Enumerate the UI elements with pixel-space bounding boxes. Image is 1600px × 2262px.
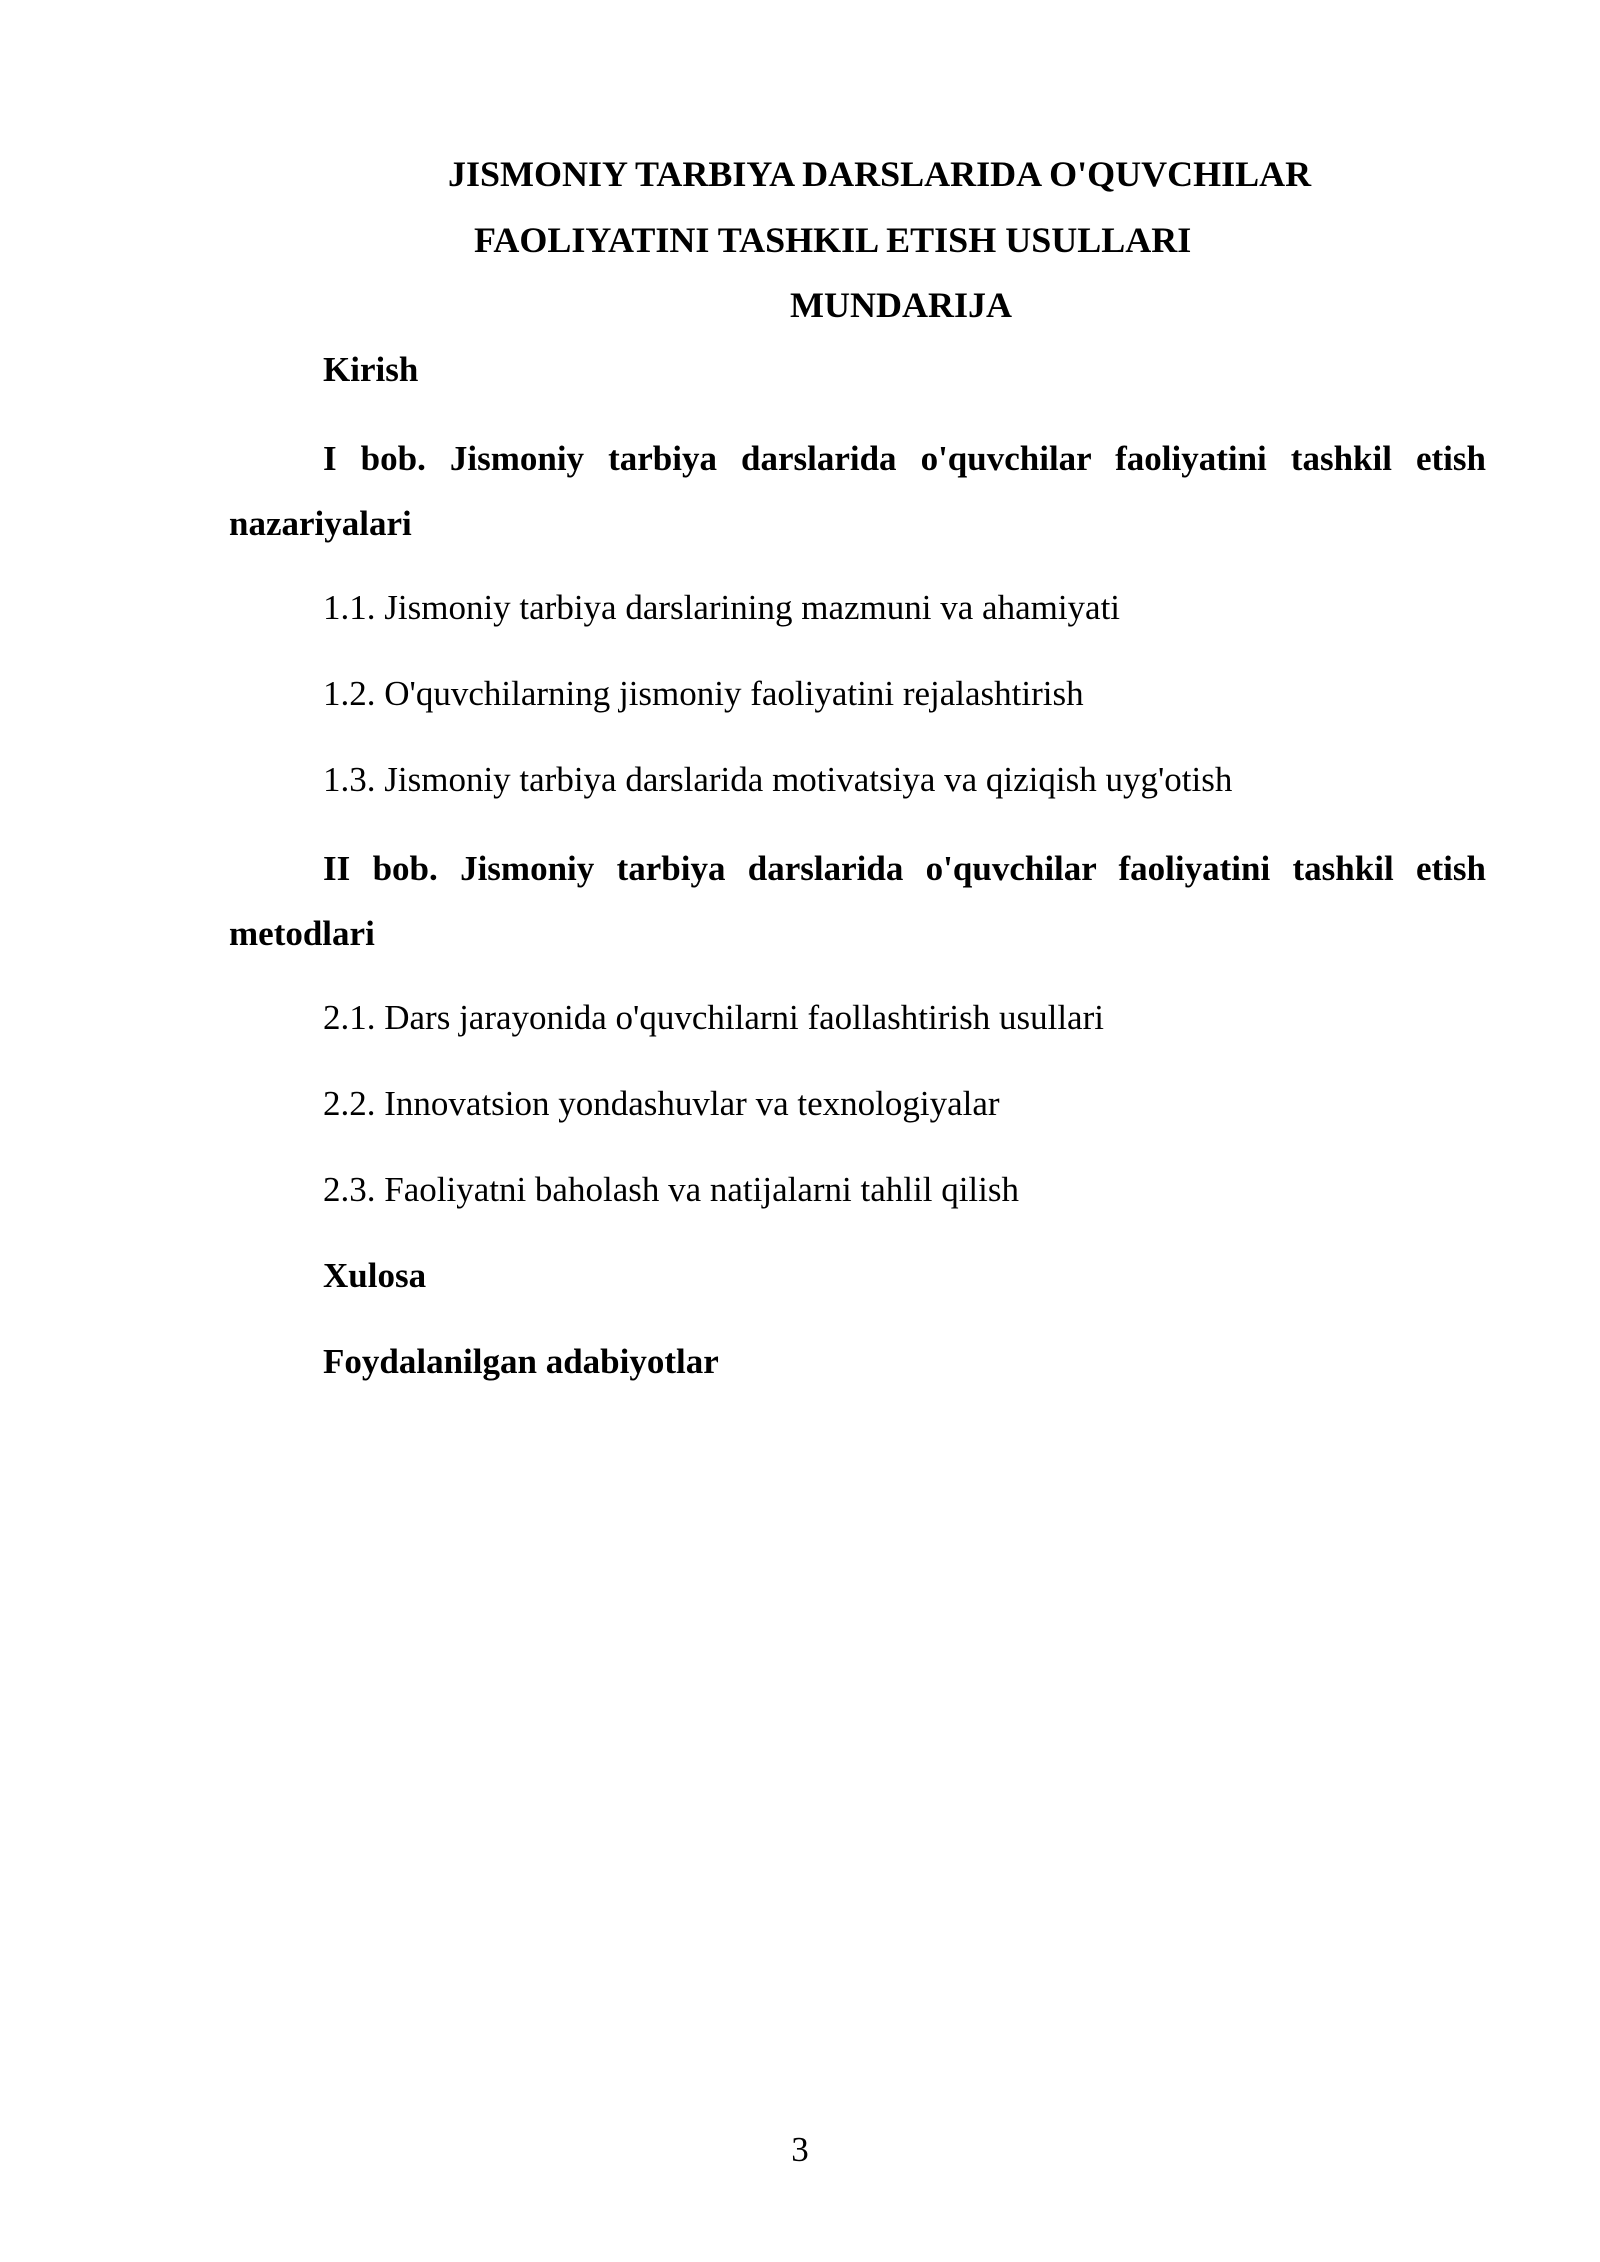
toc-entry-intro: Kirish [323,350,419,389]
toc-section-1-3: 1.3. Jismoniy tarbiya darslarida motivatsiya va qiziqish uyg'otish [323,760,1233,799]
toc-entry-conclusion: Xulosa [323,1256,427,1295]
toc-section-2-1: 2.1. Dars jarayonida o'quvchilarni faollashtirish usullari [323,998,1104,1037]
toc-chapter-2-line-2: metodlari [229,914,375,953]
toc-chapter-1-line-2: nazariyalari [229,504,412,543]
toc-entry-chapter-1 [229,426,1486,556]
page-number: 3 [791,2130,809,2169]
toc-section-2-3: 2.3. Faoliyatni baholash va natijalarni tahlil qilish [323,1170,1019,1209]
toc-section-1-2: 1.2. O'quvchilarning jismoniy faoliyatini rejalashtirish [323,674,1084,713]
document-title-line-2: FAOLIYATINI TASHKIL ETISH USULLARI [474,220,1192,260]
toc-section-1-1: 1.1. Jismoniy tarbiya darslarining mazmuni va ahamiyati [323,588,1121,627]
document-title-line-1: JISMONIY TARBIYA DARSLARIDA O'QUVCHILAR [448,154,1312,194]
toc-chapter-1-line-1: I bob. Jismoniy tarbiya darslarida o'quvchilar faoliyatini tashkil etish [323,439,1486,478]
toc-section-2-2: 2.2. Innovatsion yondashuvlar va texnologiyalar [323,1084,1000,1123]
toc-entry-chapter-2 [229,836,1486,966]
toc-entry-references: Foydalanilgan adabiyotlar [323,1342,719,1381]
toc-heading: MUNDARIJA [790,285,1012,325]
toc-chapter-2-line-1: II bob. Jismoniy tarbiya darslarida o'quvchilar faoliyatini tashkil etish [323,849,1486,888]
